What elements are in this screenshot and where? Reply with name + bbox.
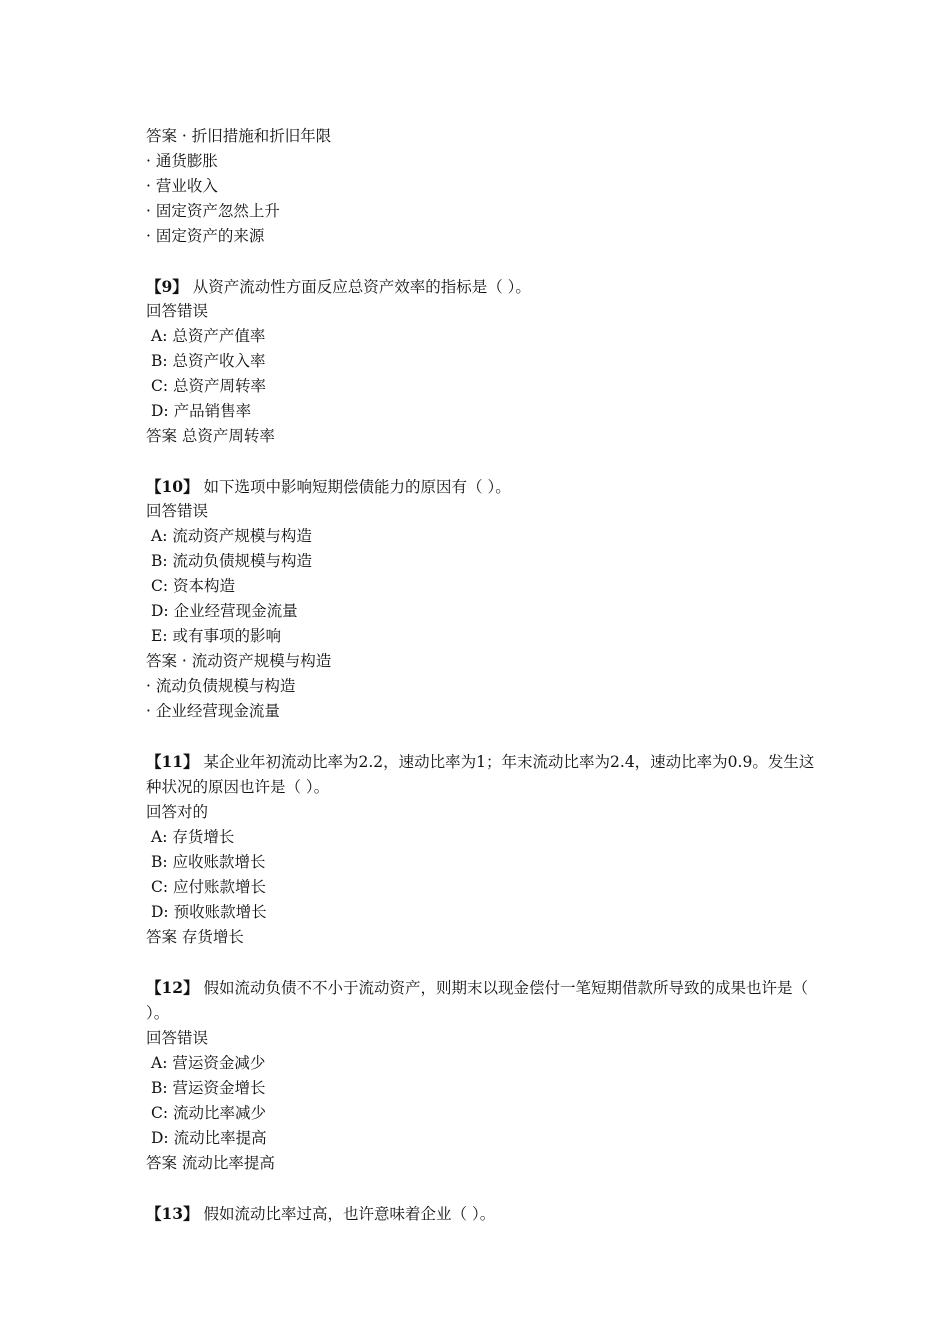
correct-answer: 答案 总资产周转率 — [146, 427, 275, 445]
question-text: 假如流动比率过高，也许意味着企业（ ）。 — [203, 1205, 496, 1223]
question-text: 从资产流动性方面反应总资产效率的指标是（ ）。 — [192, 278, 531, 296]
question-text: 如下选项中影响短期偿债能力的原因有（ ）。 — [203, 478, 511, 496]
option-b: B: 总资产收入率 — [151, 352, 266, 370]
option-c: C: 资本构造 — [151, 577, 236, 595]
option-a: A: 总资产产值率 — [151, 327, 266, 345]
option-d: D: 企业经营现金流量 — [151, 602, 298, 620]
option-b: B: 应收账款增长 — [151, 853, 266, 871]
option-c: C: 总资产周转率 — [151, 377, 267, 395]
option-d: D: 流动比率提高 — [151, 1129, 267, 1147]
question-stem — [146, 975, 826, 1026]
question-block — [146, 274, 826, 449]
question-block — [146, 474, 826, 724]
option-b: B: 营运资金增长 — [151, 1079, 266, 1097]
question-number: 【13】 — [146, 1204, 199, 1223]
option-d: D: 产品销售率 — [151, 402, 252, 420]
answer-line: 答案 · 折旧措施和折旧年限 — [146, 127, 332, 145]
question-block — [146, 975, 826, 1176]
question-block — [146, 1201, 826, 1226]
question-stem — [146, 474, 826, 499]
correct-answer: 答案 · 流动资产规模与构造 — [146, 652, 332, 670]
question-stem — [146, 274, 826, 299]
correct-answer: · 流动负债规模与构造 — [146, 677, 296, 695]
option-a: A: 营运资金减少 — [151, 1054, 266, 1072]
correct-answer: 答案 存货增长 — [146, 928, 244, 946]
result-status: 回答对的 — [146, 803, 209, 821]
answer-line: · 通货膨胀 — [146, 152, 218, 170]
answer-line: · 固定资产忽然上升 — [146, 202, 280, 220]
answer-line: · 营业收入 — [146, 177, 218, 195]
question-number: 【12】 — [146, 978, 199, 997]
question-stem — [146, 749, 826, 800]
question-stem — [146, 1201, 826, 1226]
option-b: B: 流动负债规模与构造 — [151, 552, 313, 570]
correct-answer: 答案 流动比率提高 — [146, 1154, 275, 1172]
option-e: E: 或有事项的影响 — [151, 627, 281, 645]
question-number: 【10】 — [146, 477, 199, 496]
option-d: D: 预收账款增长 — [151, 903, 267, 921]
option-a: A: 存货增长 — [151, 828, 235, 846]
question-number: 【11】 — [146, 752, 199, 771]
prev-answer-block — [146, 124, 826, 249]
document-body — [146, 124, 826, 1226]
correct-answer: · 企业经营现金流量 — [146, 702, 280, 720]
question-number: 【9】 — [146, 277, 188, 296]
question-text: 假如流动负债不不小于流动资产，则期末以现金偿付一笔短期借款所导致的成果也许是（ ）。 — [146, 979, 809, 1022]
result-status: 回答错误 — [146, 502, 209, 520]
option-a: A: 流动资产规模与构造 — [151, 527, 312, 545]
option-c: C: 应付账款增长 — [151, 878, 267, 896]
question-block — [146, 749, 826, 950]
result-status: 回答错误 — [146, 302, 209, 320]
option-c: C: 流动比率减少 — [151, 1104, 267, 1122]
question-text: 某企业年初流动比率为2.2，速动比率为1；年末流动比率为2.4，速动比率为0.9。发生这种状况的原因也许是（ ）。 — [146, 753, 815, 796]
answer-line: · 固定资产的来源 — [146, 227, 265, 245]
result-status: 回答错误 — [146, 1029, 209, 1047]
